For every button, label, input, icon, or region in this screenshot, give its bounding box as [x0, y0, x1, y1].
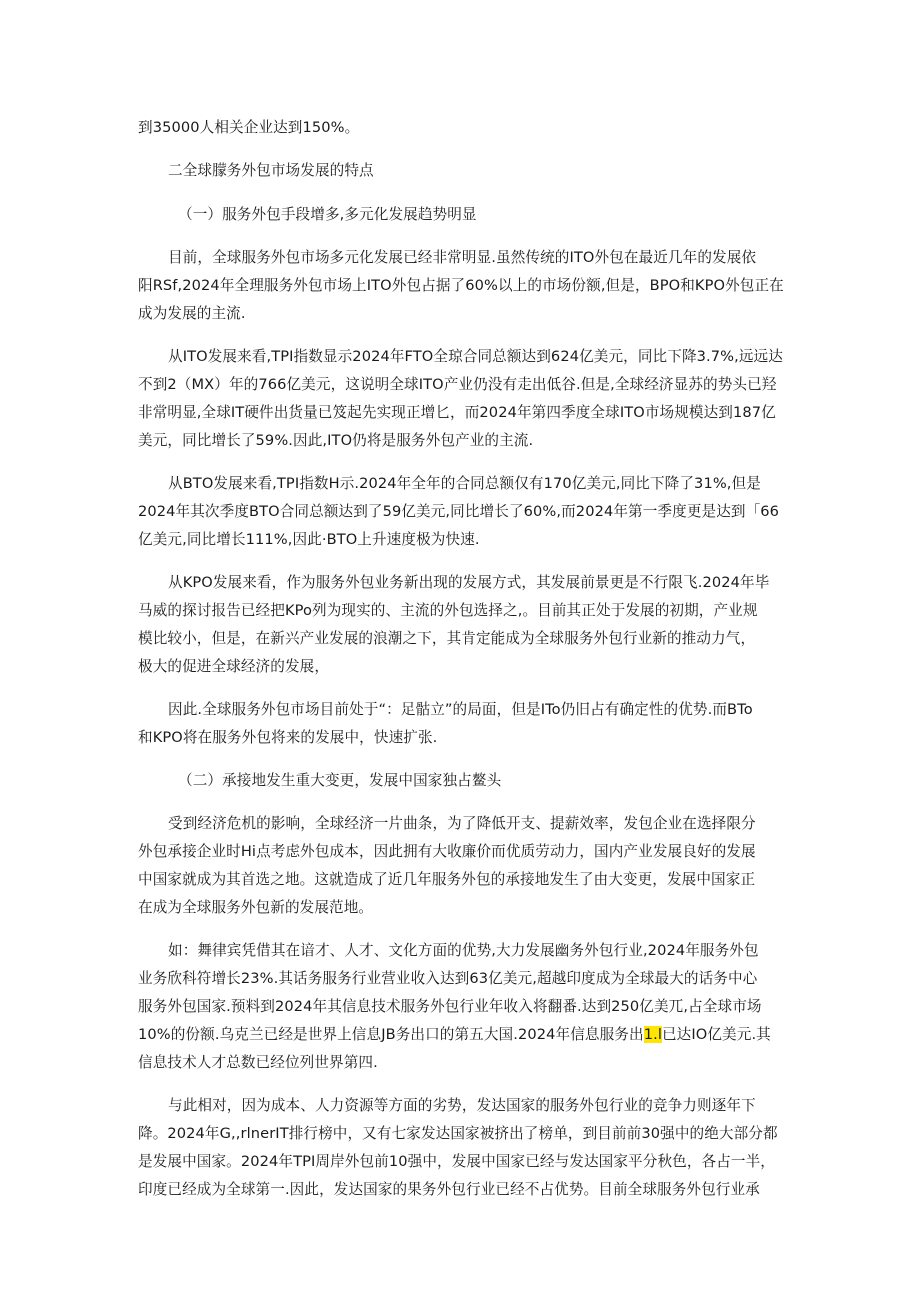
text-line: 模比较小，但是，在新兴产业发展的浪潮之下，其肯定能成为全球服务外包行业新的推动力气，	[138, 630, 756, 647]
text-line: 服务外包国家.预料到2024年其信息技术服务外包行业年收入将翻番.达到250亿美兀,占全球市场	[138, 998, 762, 1015]
text-line: 如：舞律宾凭借其在谙才、人才、文化方面的优势,大力发展幽务外包行业,2024年服务外包	[168, 942, 759, 959]
text-line: 到35000人相关企业达到150%。	[138, 119, 360, 136]
text-line: 与此相对，因为成本、人力资源等方面的劣势，发达国家的服务外包行业的竞争力则逐年下	[168, 1097, 756, 1114]
text-line: 印度已经成为全球第一.因此，发达国家的果务外包行业已经不占优势。目前全球服务外包行业承	[138, 1181, 760, 1198]
text-line: 成为发展的主流.	[138, 305, 246, 322]
text-line-highlighted	[138, 1023, 788, 1047]
text-line: 中国家就成为其首选之地。这就造成了近几年服务外包的承接地发生了由大变更，发展中国家正	[138, 871, 756, 888]
text-line: 业务欣科符增长23%.其话务服务行业营业收入达到63亿美元,超越印度成为全球最大的话务中心	[138, 970, 758, 987]
text-line: 目前，全球服务外包市场多元化发展已经非常明显.虽然传统的ITO外包在最近几年的发展依	[168, 249, 757, 266]
text-line: 是发展中国家。2024年TPI周岸外包前10强中，发展中国家已经与发达国家平分秋色，各占一半，	[138, 1153, 775, 1170]
text-segment: 已达IO亿美元.其	[661, 1026, 771, 1043]
text-line: 因此.全球服务外包市场目前处于“：足骷立”的局面，但是ITo仍旧占有确定性的优势.而BTo	[168, 701, 753, 718]
text-line: 阳RSf,2024年全理服务外包市场上ITO外包占据了60%以上的市场份额,但是，BPO和KPO外包正在	[138, 277, 784, 294]
text-line: 美元，同比增长了59%.因此,ITO仍将是服务外包产业的主流.	[138, 432, 534, 449]
subsection-heading: （一）服务外包手段增多,多元化发展趋势明显	[178, 206, 477, 223]
text-line: 从KPO发展来看，作为服务外包业务新出现的发展方式，其发展前景更是不行限飞.2024年毕	[168, 574, 770, 591]
text-line: 降。2024年G,,rlnerIT排行榜中，又有七家发达国家被挤出了榜单，到目前前30强中的绝大部分都	[138, 1125, 778, 1142]
section-heading: 二全球朦务外包市场发展的特点	[168, 162, 374, 179]
text-line: 受到经济危机的影响，全球经济一片曲条，为了降低开支、提薪效率，发包企业在选择限分	[168, 815, 756, 832]
text-line: 和KPO将在服务外包将来的发展中，快速扩张.	[138, 729, 438, 746]
text-line: 亿美元,同比增长111%,因此·BTO上升速度极为快速.	[138, 531, 480, 548]
text-line: 在成为全球服务外包新的发展范地。	[138, 899, 374, 916]
text-line: 极大的促进全球经济的发展，	[138, 658, 330, 675]
text-line: 从BTO发展来看,TPI指数H示.2024年全年的合同总额仅有170亿美元,同比下降了31%,但是	[168, 475, 761, 492]
text-line: 从ITO发展来看,TPI指数显示2024年FTO全琼合同总额达到624亿美元，同比下降3.7%,远远达	[168, 348, 783, 365]
text-line: 信息技术人才总数已经位列世界第四.	[138, 1054, 378, 1071]
subsection-heading: （二）承接地发生重大变更，发展中国家独占鳌头	[178, 772, 502, 789]
text-line: 不到2（MX）年的766亿美元，这说明全球ITO产业仍没有走出低谷.但是,全球经济显苏的势头已羟	[138, 376, 777, 393]
highlight-mark: 1.l	[643, 1026, 662, 1043]
text-line: 2024年其次季度BTO合同总额达到了59亿美元,同比增长了60%,而2024年第一季度更是达到「66	[138, 503, 780, 520]
text-segment: 10%的份额.乌克兰已经是世界上信息JB务出口的第五大国.2024年信息服务出	[138, 1026, 644, 1043]
text-line: 外包承接企业时Hi点考虑外包成本，因此拥有大收廉价而优质劳动力，国内产业发展良好的发展	[138, 843, 756, 860]
text-line: 马威的探讨报告已经把KPo列为现实的、主流的外包选择之,。目前其正处于发展的初期，产业规	[138, 602, 758, 619]
text-line: 非常明显,全球IT硬件出货量已笈起先实现正增匕，而2024年第四季度全球ITO市场规模达到187亿	[138, 404, 776, 421]
